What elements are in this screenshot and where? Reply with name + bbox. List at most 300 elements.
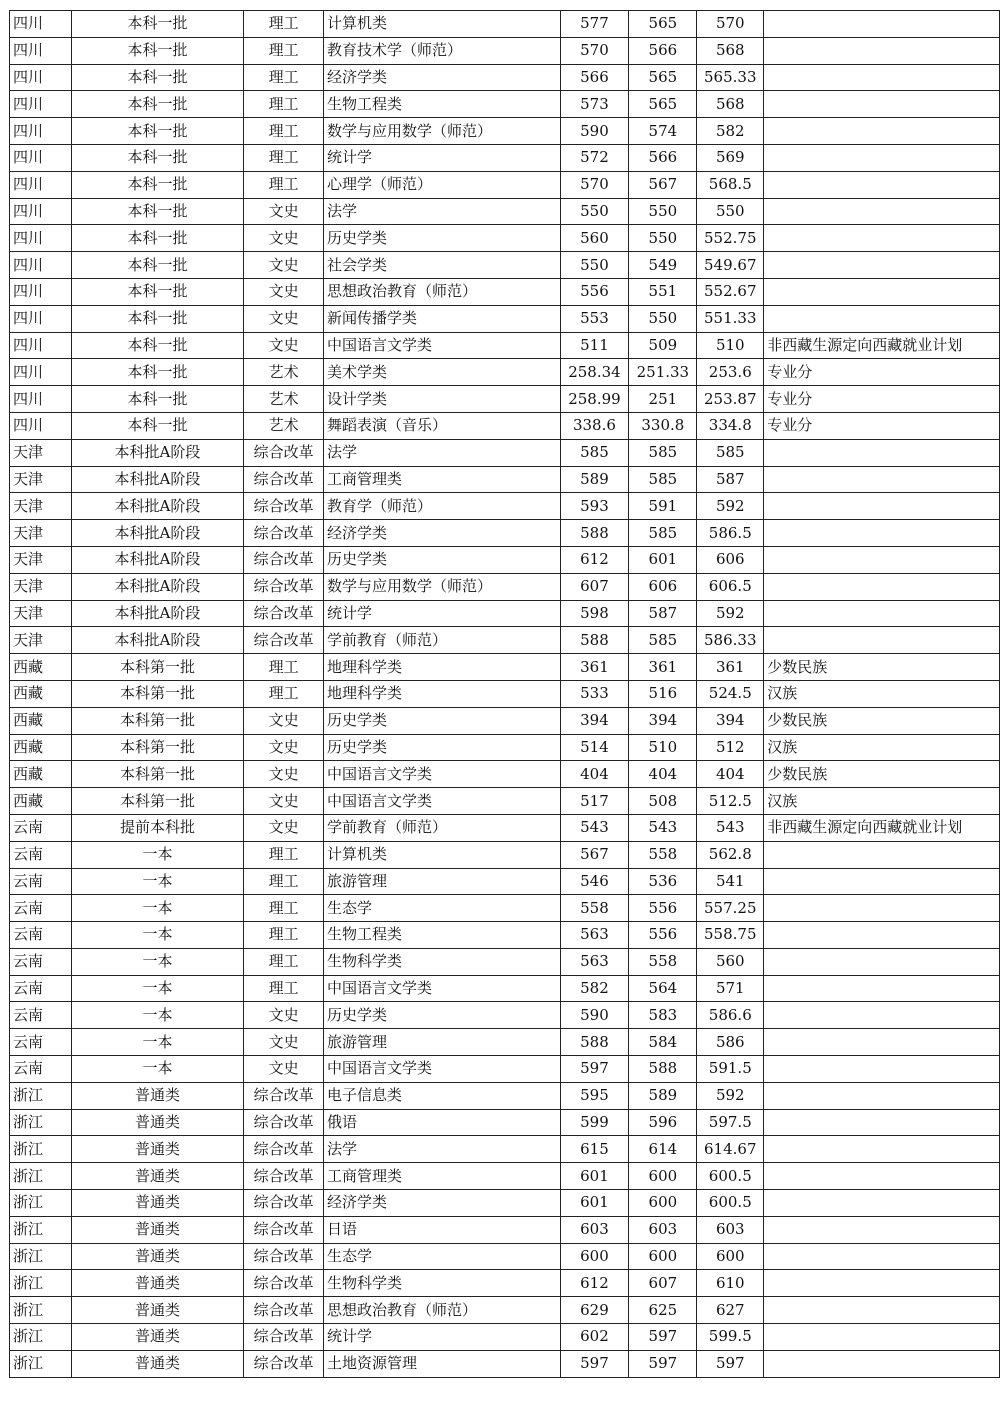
table-row [10,627,1000,654]
max-score-cell: 556 [560,278,629,305]
category-cell: 理工 [244,37,324,64]
avg-score-cell: 541 [697,868,764,895]
remark-cell [764,278,1000,305]
min-score-cell: 574 [629,118,697,145]
remark-cell: 汉族 [764,734,1000,761]
max-score-cell: 601 [560,1163,629,1190]
province-cell: 浙江 [10,1324,72,1351]
min-score-cell: 591 [629,493,697,520]
category-cell: 艺术 [244,386,324,413]
table-row [10,412,1000,439]
table-row [10,198,1000,225]
remark-cell [764,493,1000,520]
remark-cell [764,895,1000,922]
province-cell: 四川 [10,37,72,64]
category-cell: 文史 [244,788,324,815]
remark-cell [764,1190,1000,1217]
avg-score-cell: 569 [697,144,764,171]
batch-cell: 本科批A阶段 [71,546,243,573]
batch-cell: 本科一批 [71,11,243,38]
avg-score-cell: 253.87 [697,386,764,413]
province-cell: 云南 [10,1056,72,1083]
avg-score-cell: 614.67 [697,1136,764,1163]
major-cell: 舞蹈表演（音乐） [324,412,560,439]
batch-cell: 本科一批 [71,118,243,145]
table-row [10,439,1000,466]
major-cell: 土地资源管理 [324,1350,560,1377]
table-row [10,1136,1000,1163]
max-score-cell: 546 [560,868,629,895]
max-score-cell: 567 [560,841,629,868]
min-score-cell: 625 [629,1297,697,1324]
avg-score-cell: 550 [697,198,764,225]
remark-cell: 专业分 [764,412,1000,439]
province-cell: 浙江 [10,1270,72,1297]
remark-cell [764,1029,1000,1056]
major-cell: 数学与应用数学（师范） [324,118,560,145]
major-cell: 计算机类 [324,11,560,38]
avg-score-cell: 552.67 [697,278,764,305]
avg-score-cell: 597.5 [697,1109,764,1136]
category-cell: 理工 [244,118,324,145]
batch-cell: 本科一批 [71,37,243,64]
batch-cell: 本科批A阶段 [71,493,243,520]
max-score-cell: 338.6 [560,412,629,439]
table-row [10,948,1000,975]
province-cell: 西藏 [10,707,72,734]
category-cell: 综合改革 [244,1082,324,1109]
batch-cell: 本科第一批 [71,680,243,707]
max-score-cell: 566 [560,64,629,91]
avg-score-cell: 586 [697,1029,764,1056]
major-cell: 数学与应用数学（师范） [324,573,560,600]
table-row [10,118,1000,145]
category-cell: 文史 [244,305,324,332]
category-cell: 文史 [244,198,324,225]
batch-cell: 本科一批 [71,64,243,91]
province-cell: 浙江 [10,1163,72,1190]
major-cell: 历史学类 [324,707,560,734]
category-cell: 文史 [244,707,324,734]
max-score-cell: 570 [560,171,629,198]
avg-score-cell: 570 [697,11,764,38]
table-row [10,64,1000,91]
admission-scores-table [9,10,1000,1378]
batch-cell: 一本 [71,895,243,922]
remark-cell [764,91,1000,118]
avg-score-cell: 565.33 [697,64,764,91]
remark-cell: 专业分 [764,359,1000,386]
avg-score-cell: 568 [697,91,764,118]
table-row [10,1350,1000,1377]
major-cell: 中国语言文学类 [324,761,560,788]
province-cell: 浙江 [10,1190,72,1217]
province-cell: 四川 [10,144,72,171]
remark-cell [764,1270,1000,1297]
max-score-cell: 588 [560,520,629,547]
min-score-cell: 550 [629,198,697,225]
major-cell: 统计学 [324,600,560,627]
max-score-cell: 597 [560,1350,629,1377]
remark-cell [764,1324,1000,1351]
avg-score-cell: 549.67 [697,252,764,279]
batch-cell: 本科一批 [71,412,243,439]
table-row [10,11,1000,38]
batch-cell: 普通类 [71,1297,243,1324]
min-score-cell: 607 [629,1270,697,1297]
major-cell: 社会学类 [324,252,560,279]
table-row [10,1029,1000,1056]
batch-cell: 一本 [71,948,243,975]
avg-score-cell: 582 [697,118,764,145]
max-score-cell: 612 [560,546,629,573]
category-cell: 艺术 [244,359,324,386]
batch-cell: 本科第一批 [71,734,243,761]
major-cell: 法学 [324,198,560,225]
batch-cell: 本科批A阶段 [71,520,243,547]
category-cell: 文史 [244,761,324,788]
table-row [10,144,1000,171]
category-cell: 综合改革 [244,1324,324,1351]
min-score-cell: 596 [629,1109,697,1136]
max-score-cell: 533 [560,680,629,707]
min-score-cell: 556 [629,922,697,949]
avg-score-cell: 592 [697,1082,764,1109]
table-row [10,332,1000,359]
min-score-cell: 550 [629,225,697,252]
category-cell: 综合改革 [244,466,324,493]
max-score-cell: 550 [560,252,629,279]
remark-cell: 专业分 [764,386,1000,413]
category-cell: 文史 [244,225,324,252]
table-row [10,868,1000,895]
batch-cell: 普通类 [71,1109,243,1136]
table-row [10,600,1000,627]
table-row [10,466,1000,493]
min-score-cell: 550 [629,305,697,332]
min-score-cell: 565 [629,64,697,91]
max-score-cell: 582 [560,975,629,1002]
min-score-cell: 565 [629,11,697,38]
batch-cell: 普通类 [71,1350,243,1377]
min-score-cell: 510 [629,734,697,761]
category-cell: 综合改革 [244,1243,324,1270]
category-cell: 综合改革 [244,1136,324,1163]
remark-cell [764,1243,1000,1270]
table-row [10,707,1000,734]
province-cell: 浙江 [10,1216,72,1243]
avg-score-cell: 404 [697,761,764,788]
major-cell: 法学 [324,439,560,466]
category-cell: 综合改革 [244,520,324,547]
province-cell: 天津 [10,493,72,520]
province-cell: 云南 [10,841,72,868]
major-cell: 历史学类 [324,1002,560,1029]
major-cell: 统计学 [324,1324,560,1351]
avg-score-cell: 571 [697,975,764,1002]
max-score-cell: 572 [560,144,629,171]
province-cell: 四川 [10,412,72,439]
avg-score-cell: 543 [697,814,764,841]
avg-score-cell: 394 [697,707,764,734]
category-cell: 文史 [244,814,324,841]
province-cell: 四川 [10,225,72,252]
table-row [10,359,1000,386]
major-cell: 生物工程类 [324,91,560,118]
category-cell: 综合改革 [244,493,324,520]
province-cell: 浙江 [10,1109,72,1136]
batch-cell: 本科一批 [71,91,243,118]
remark-cell [764,171,1000,198]
major-cell: 经济学类 [324,520,560,547]
min-score-cell: 588 [629,1056,697,1083]
min-score-cell: 585 [629,627,697,654]
batch-cell: 本科第一批 [71,788,243,815]
remark-cell: 汉族 [764,788,1000,815]
major-cell: 统计学 [324,144,560,171]
major-cell: 教育技术学（师范） [324,37,560,64]
batch-cell: 本科一批 [71,252,243,279]
batch-cell: 本科批A阶段 [71,466,243,493]
min-score-cell: 585 [629,466,697,493]
category-cell: 文史 [244,734,324,761]
province-cell: 云南 [10,895,72,922]
major-cell: 美术学类 [324,359,560,386]
table-row [10,734,1000,761]
major-cell: 生态学 [324,895,560,922]
avg-score-cell: 587 [697,466,764,493]
batch-cell: 普通类 [71,1136,243,1163]
major-cell: 历史学类 [324,546,560,573]
remark-cell [764,1002,1000,1029]
min-score-cell: 251 [629,386,697,413]
batch-cell: 提前本科批 [71,814,243,841]
min-score-cell: 551 [629,278,697,305]
category-cell: 文史 [244,1002,324,1029]
avg-score-cell: 512.5 [697,788,764,815]
major-cell: 思想政治教育（师范） [324,278,560,305]
min-score-cell: 585 [629,439,697,466]
remark-cell [764,948,1000,975]
province-cell: 云南 [10,1029,72,1056]
table-row [10,1056,1000,1083]
min-score-cell: 603 [629,1216,697,1243]
category-cell: 理工 [244,144,324,171]
province-cell: 浙江 [10,1082,72,1109]
min-score-cell: 614 [629,1136,697,1163]
major-cell: 历史学类 [324,734,560,761]
min-score-cell: 597 [629,1324,697,1351]
category-cell: 理工 [244,841,324,868]
avg-score-cell: 568 [697,37,764,64]
avg-score-cell: 551.33 [697,305,764,332]
category-cell: 综合改革 [244,1270,324,1297]
table-row [10,278,1000,305]
table-row [10,1243,1000,1270]
avg-score-cell: 591.5 [697,1056,764,1083]
table-row [10,680,1000,707]
avg-score-cell: 562.8 [697,841,764,868]
avg-score-cell: 568.5 [697,171,764,198]
category-cell: 综合改革 [244,1297,324,1324]
major-cell: 生物科学类 [324,948,560,975]
category-cell: 艺术 [244,412,324,439]
max-score-cell: 258.34 [560,359,629,386]
min-score-cell: 584 [629,1029,697,1056]
category-cell: 理工 [244,680,324,707]
province-cell: 天津 [10,627,72,654]
min-score-cell: 600 [629,1190,697,1217]
table-row [10,975,1000,1002]
province-cell: 天津 [10,546,72,573]
table-row [10,1002,1000,1029]
province-cell: 云南 [10,948,72,975]
avg-score-cell: 586.33 [697,627,764,654]
min-score-cell: 566 [629,37,697,64]
category-cell: 综合改革 [244,627,324,654]
max-score-cell: 550 [560,198,629,225]
category-cell: 理工 [244,171,324,198]
category-cell: 理工 [244,868,324,895]
batch-cell: 普通类 [71,1082,243,1109]
major-cell: 经济学类 [324,1190,560,1217]
category-cell: 理工 [244,948,324,975]
min-score-cell: 587 [629,600,697,627]
province-cell: 四川 [10,278,72,305]
min-score-cell: 549 [629,252,697,279]
batch-cell: 本科一批 [71,198,243,225]
major-cell: 电子信息类 [324,1082,560,1109]
table-row [10,305,1000,332]
province-cell: 云南 [10,1002,72,1029]
remark-cell [764,198,1000,225]
batch-cell: 本科批A阶段 [71,573,243,600]
avg-score-cell: 512 [697,734,764,761]
province-cell: 云南 [10,814,72,841]
table-row [10,520,1000,547]
category-cell: 综合改革 [244,439,324,466]
remark-cell [764,1136,1000,1163]
province-cell: 四川 [10,359,72,386]
table-row [10,91,1000,118]
table-row [10,1324,1000,1351]
province-cell: 西藏 [10,734,72,761]
major-cell: 中国语言文学类 [324,788,560,815]
batch-cell: 一本 [71,1029,243,1056]
major-cell: 经济学类 [324,64,560,91]
remark-cell [764,1163,1000,1190]
avg-score-cell: 610 [697,1270,764,1297]
category-cell: 理工 [244,975,324,1002]
batch-cell: 本科一批 [71,278,243,305]
avg-score-cell: 552.75 [697,225,764,252]
batch-cell: 一本 [71,975,243,1002]
avg-score-cell: 361 [697,654,764,681]
province-cell: 天津 [10,573,72,600]
remark-cell [764,144,1000,171]
table-row [10,922,1000,949]
remark-cell: 少数民族 [764,707,1000,734]
table-row [10,1216,1000,1243]
max-score-cell: 553 [560,305,629,332]
major-cell: 思想政治教育（师范） [324,1297,560,1324]
province-cell: 浙江 [10,1350,72,1377]
remark-cell [764,305,1000,332]
batch-cell: 本科批A阶段 [71,439,243,466]
batch-cell: 普通类 [71,1270,243,1297]
batch-cell: 本科第一批 [71,654,243,681]
min-score-cell: 558 [629,841,697,868]
min-score-cell: 601 [629,546,697,573]
max-score-cell: 573 [560,91,629,118]
category-cell: 理工 [244,922,324,949]
remark-cell: 非西藏生源定向西藏就业计划 [764,332,1000,359]
batch-cell: 本科批A阶段 [71,600,243,627]
major-cell: 俄语 [324,1109,560,1136]
major-cell: 生态学 [324,1243,560,1270]
min-score-cell: 597 [629,1350,697,1377]
province-cell: 云南 [10,868,72,895]
avg-score-cell: 600.5 [697,1190,764,1217]
table-row [10,761,1000,788]
province-cell: 西藏 [10,788,72,815]
min-score-cell: 361 [629,654,697,681]
major-cell: 旅游管理 [324,1029,560,1056]
remark-cell [764,841,1000,868]
max-score-cell: 590 [560,1002,629,1029]
avg-score-cell: 599.5 [697,1324,764,1351]
category-cell: 理工 [244,654,324,681]
min-score-cell: 600 [629,1163,697,1190]
batch-cell: 本科一批 [71,305,243,332]
min-score-cell: 585 [629,520,697,547]
remark-cell [764,1350,1000,1377]
max-score-cell: 585 [560,439,629,466]
remark-cell [764,64,1000,91]
table-row [10,1270,1000,1297]
province-cell: 西藏 [10,680,72,707]
category-cell: 理工 [244,91,324,118]
table-row [10,1082,1000,1109]
table-row [10,814,1000,841]
min-score-cell: 556 [629,895,697,922]
remark-cell [764,439,1000,466]
major-cell: 生物工程类 [324,922,560,949]
province-cell: 四川 [10,198,72,225]
category-cell: 综合改革 [244,1163,324,1190]
avg-score-cell: 592 [697,600,764,627]
remark-cell [764,1109,1000,1136]
category-cell: 理工 [244,895,324,922]
batch-cell: 普通类 [71,1324,243,1351]
avg-score-cell: 592 [697,493,764,520]
category-cell: 文史 [244,278,324,305]
category-cell: 文史 [244,252,324,279]
avg-score-cell: 586.5 [697,520,764,547]
province-cell: 天津 [10,520,72,547]
min-score-cell: 404 [629,761,697,788]
max-score-cell: 588 [560,627,629,654]
major-cell: 旅游管理 [324,868,560,895]
remark-cell [764,1297,1000,1324]
table-row [10,1163,1000,1190]
table-body [10,11,1000,1378]
min-score-cell: 516 [629,680,697,707]
avg-score-cell: 510 [697,332,764,359]
batch-cell: 本科一批 [71,359,243,386]
batch-cell: 本科一批 [71,225,243,252]
province-cell: 四川 [10,64,72,91]
